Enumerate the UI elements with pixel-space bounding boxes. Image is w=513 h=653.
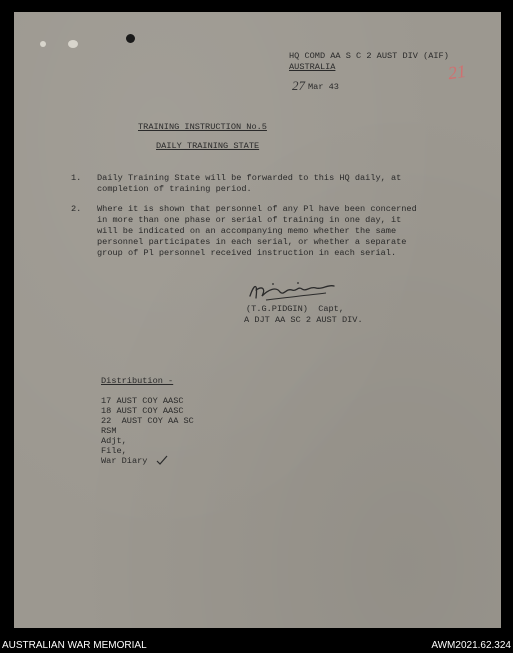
document-subtitle: DAILY TRAINING STATE — [156, 141, 260, 151]
punch-hole — [126, 34, 135, 43]
signatory-name: (T.G.PIDGIN) Capt, — [246, 304, 344, 314]
para2-line: will be indicated on an accompanying memo whether the same — [97, 226, 397, 236]
handwritten-date: 27 — [292, 78, 305, 93]
para1-line: completion of training period. — [97, 184, 252, 194]
para2-line: group of Pl personnel received instruction in each serial. — [97, 248, 397, 258]
header-country: AUSTRALIA — [289, 62, 336, 72]
para1-number: 1. — [71, 173, 82, 183]
punch-hole — [68, 40, 78, 48]
para2-line: in more than one phase or serial of training in one day, it — [97, 215, 402, 225]
footer-institution: AUSTRALIAN WAR MEMORIAL — [2, 640, 147, 651]
para1-line: Daily Training State will be forwarded to this HQ daily, at — [97, 173, 402, 183]
distribution-label: Distribution - — [101, 376, 174, 386]
punch-hole — [40, 41, 46, 47]
distribution-item: File, — [101, 446, 127, 456]
para2-line: Where it is shown that personnel of any Pl have been concerned — [97, 204, 417, 214]
distribution-item: Adjt, — [101, 436, 127, 446]
header-unit: HQ COMD AA S C 2 AUST DIV (AIF) — [289, 51, 449, 61]
document-title: TRAINING INSTRUCTION No.5 — [138, 122, 267, 132]
distribution-item: RSM — [101, 426, 117, 436]
distribution-item: 17 AUST COY AASC — [101, 396, 184, 406]
distribution-item: War Diary — [101, 456, 148, 466]
distribution-item: 18 AUST COY AASC — [101, 406, 184, 416]
footer-accession-number: AWM2021.62.324 — [431, 640, 511, 651]
check-mark-icon — [156, 455, 168, 465]
signatory-role: A DJT AA SC 2 AUST DIV. — [244, 315, 363, 325]
distribution-item: 22 AUST COY AA SC — [101, 416, 194, 426]
para2-number: 2. — [71, 204, 82, 214]
para2-line: personnel participates in each serial, or whether a separate — [97, 237, 407, 247]
typed-date: Mar 43 — [308, 82, 339, 92]
handwritten-number: 21 — [446, 60, 468, 84]
